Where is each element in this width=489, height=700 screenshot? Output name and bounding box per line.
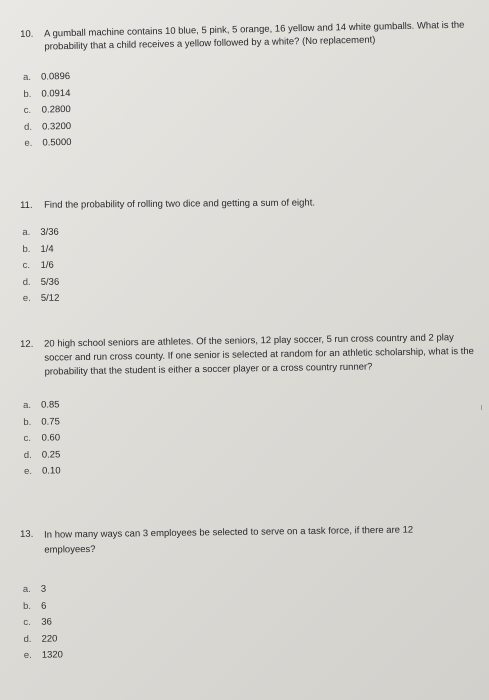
choice-c: c. 0.2800: [23, 103, 71, 116]
question-prompt: 20 high school seniors are athletes. Of the seniors, 12 play soccer, 5 run cross country and 2 play soccer and run cross county. If one senior is selected at random for an athletic scholarship, what is the probability that the student is either a soccer player or a cross country runner?: [44, 332, 475, 378]
choice-d: d. 0.3200: [23, 120, 72, 133]
question-prompt: A gumball machine contains 10 blue, 5 pink, 5 orange, 16 yellow and 14 white gumballs. What is the probability that a child receives a yellow followed by a white? (No replacement): [44, 19, 465, 53]
question-text: [20, 18, 482, 54]
choice-b: b. 0.0914: [23, 87, 71, 100]
choice-d: d. 5/36: [22, 276, 60, 288]
question-10: [20, 18, 485, 152]
question-number: 12.: [20, 338, 34, 350]
answer-choices: [23, 391, 484, 481]
question-text: [20, 331, 483, 380]
choice-c: c. 36: [23, 616, 52, 628]
question-number: 13.: [20, 528, 34, 540]
choice-c: c. 1/6: [22, 259, 54, 271]
choice-a: a. 0.0896: [22, 70, 71, 83]
question-11: [20, 195, 483, 308]
answer-choices: [23, 60, 485, 152]
answer-choices: [22, 221, 483, 308]
question-12: [20, 331, 484, 481]
choice-d: d. 220: [23, 632, 58, 645]
question-text: [20, 195, 482, 212]
choice-a: a. 0.85: [22, 399, 60, 411]
choice-b: b. 1/4: [22, 243, 54, 255]
choice-d: d. 0.25: [23, 448, 61, 461]
question-prompt: In how many ways can 3 employees be selected to serve on a task force, if there are 12 employees?: [44, 524, 414, 556]
choice-a: a. 3: [22, 583, 47, 595]
answer-choices: [23, 576, 484, 665]
choice-e: e. 1320: [23, 649, 63, 661]
choice-e: e. 0.5000: [24, 136, 72, 149]
choice-a: a. 3/36: [22, 226, 59, 238]
choice-c: c. 0.60: [23, 432, 61, 444]
choice-b: b. 6: [23, 600, 47, 612]
question-number: 10.: [20, 28, 34, 40]
question-text: [20, 522, 482, 558]
question-number: 11.: [20, 199, 33, 211]
choice-e: e. 5/12: [22, 292, 60, 304]
question-13: [20, 522, 484, 665]
choice-b: b. 0.75: [23, 415, 60, 428]
paper-mark: [481, 405, 482, 410]
question-prompt: Find the probability of rolling two dice and getting a sum of eight.: [44, 197, 316, 211]
choice-e: e. 0.10: [24, 465, 61, 477]
